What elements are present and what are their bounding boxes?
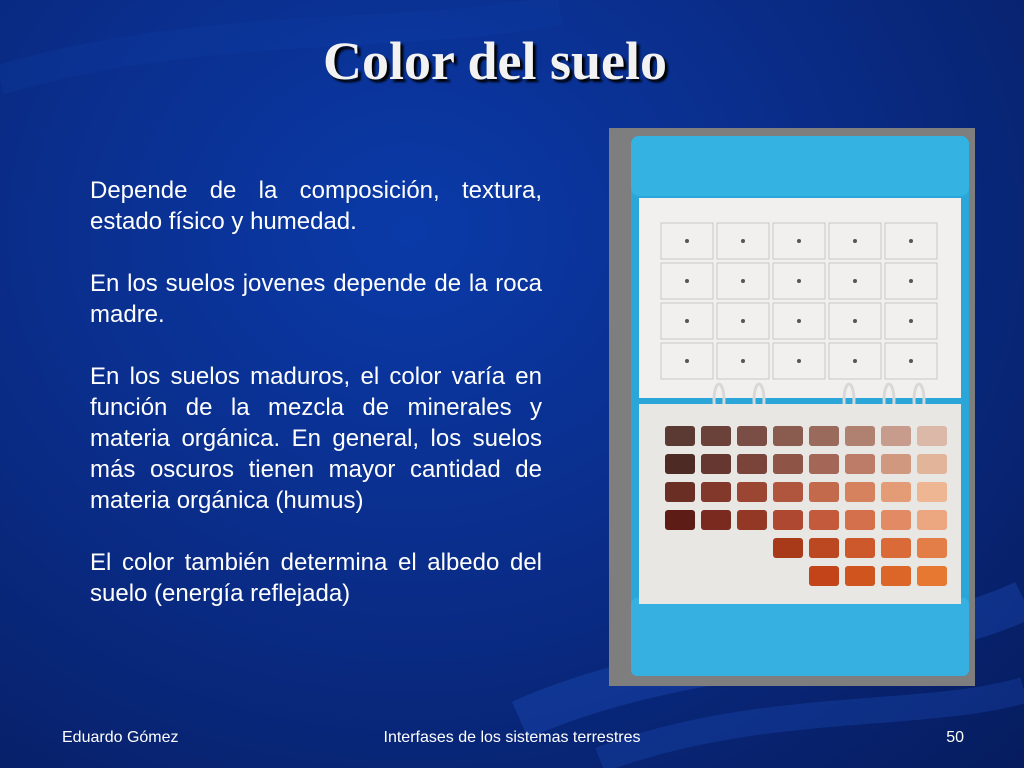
color-swatch [845,566,875,586]
color-swatch [881,566,911,586]
footer-page-number: 50 [946,729,964,746]
color-swatch [665,426,695,446]
color-swatch [845,538,875,558]
color-swatch [809,538,839,558]
paragraph-4: El color también determina el albedo del suelo (energía reflejada) [90,549,542,607]
color-swatch [665,482,695,502]
color-swatch [737,510,767,530]
color-swatch [737,454,767,474]
color-swatch [881,454,911,474]
color-swatch [845,510,875,530]
color-swatch [773,510,803,530]
color-swatch [737,482,767,502]
paragraph-1: Depende de la composición, textura, estado físico y humedad. [90,177,542,235]
slide-title: Color del suelo [322,31,667,91]
paragraph-2: En los suelos jovenes depende de la roca madre. [90,270,542,328]
color-swatch [917,454,947,474]
color-swatch [665,510,695,530]
color-swatch [773,426,803,446]
color-swatch [917,566,947,586]
color-swatch [845,426,875,446]
footer-course: Interfases de los sistemas terrestres [383,729,641,746]
color-swatch [809,566,839,586]
munsell-soil-color-book-image [609,128,975,686]
color-swatch [701,482,731,502]
munsell-book-illustration [609,128,975,686]
footer-author: Eduardo Gómez [62,729,179,746]
color-swatch [917,482,947,502]
color-swatch [881,426,911,446]
color-swatch [917,426,947,446]
color-swatch [881,510,911,530]
color-swatch [701,454,731,474]
color-swatch [773,454,803,474]
paragraph-3: En los suelos maduros, el color varía en función de la mezcla de minerales y materia orgánica. En general, los suelos más oscuros tienen mayor cantidad de materia orgánica (humus) [90,363,542,514]
color-swatch [809,426,839,446]
color-swatch [809,482,839,502]
color-swatch [917,538,947,558]
color-swatch [845,482,875,502]
body-text [90,175,542,640]
color-swatch [773,538,803,558]
color-swatch [881,538,911,558]
color-swatch [917,510,947,530]
color-swatch [845,454,875,474]
color-swatch [773,482,803,502]
upper-page [639,198,961,398]
color-swatch [881,482,911,502]
color-swatch [809,454,839,474]
color-swatch [737,426,767,446]
color-swatch [809,510,839,530]
color-swatch [701,426,731,446]
color-swatch [665,454,695,474]
color-swatch [701,510,731,530]
